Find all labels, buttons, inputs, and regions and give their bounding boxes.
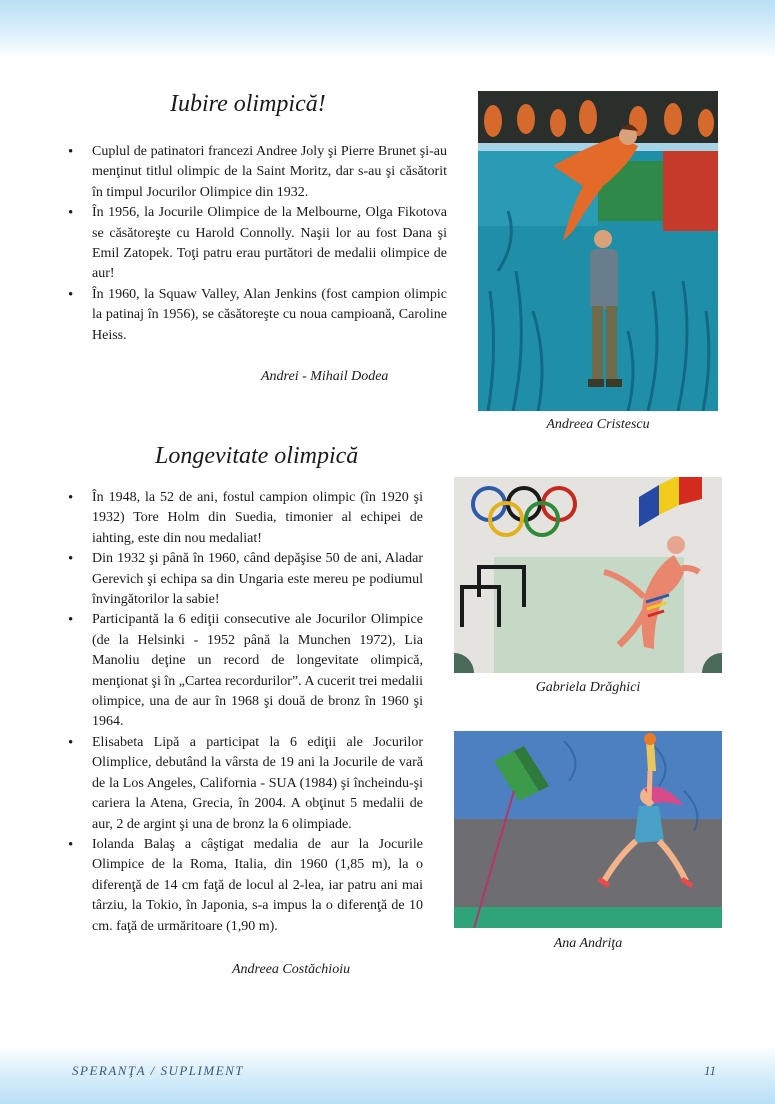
section-title-olympic-longevity: Longevitate olimpică [155, 443, 359, 469]
painting-caption: Andreea Cristescu [546, 417, 650, 432]
list-item: • Iolanda Balaş a câştigat medalia de aur la Jocurile Olimpice de la Roma, Italia, din 1960 (1,85 m), la o diferenţă de 14 cm faţă de locul al 2-lea, iar patru ani mai târziu, la Tokio, în Japonia, s-a impus la o diferenţă de 10 cm. faţă de urmăritoare (1,90 m). [66, 835, 423, 937]
gymnast-olympic-rings-painting [454, 477, 722, 673]
olympic-longevity-list [66, 488, 423, 937]
page-number: 11 [704, 1063, 717, 1078]
olympic-love-list [66, 142, 447, 346]
list-item: • Elisabeta Lipă a participat la 6 ediţii ale Jocurilor Olimplice, debutând la vârsta de 19 ani la Jocurile de vară de la Los Angeles, California - SUA (1984) şi încheindu-şi cariera la Atena, Grecia, în 2004. A obţinut 5 medalii de aur, 2 de argint şi una de bronz la 6 olimpiade. [66, 733, 423, 835]
top-gradient-band [0, 0, 775, 58]
list-item: • În 1948, la 52 de ani, fostul campion olimpic (în 1920 şi 1932) Tore Holm din Suedia, timonier al echipei de iahting, este din nou medaliat! [66, 488, 423, 549]
publication-name: SPERANŢA / SUPLIMENT [72, 1063, 245, 1078]
author-signature: Andreea Costăchioiu [232, 962, 351, 977]
painting-caption: Ana Andriţa [553, 936, 623, 951]
author-signature: Andrei - Mihail Dodea [261, 369, 389, 384]
list-item: • În 1960, la Squaw Valley, Alan Jenkins (fost campion olimpic la patinaj în 1956), se căsătoreşte cu noua campioană, Caroline Heiss. [66, 285, 447, 346]
section-title-olympic-love: Iubire olimpică! [170, 91, 326, 117]
torch-runner-painting [454, 731, 722, 928]
list-item: • Participantă la 6 ediţii consecutive ale Jocurilor Olimpice (de la Helsinki - 1952 până la Munchen 1972), Lia Manoliu deţine un record de longevitate olimpică, menţionat şi în „Cartea recordurilor”. A cucerit trei medalii olimpice, una de aur în 1968 şi două de bronz în 1960 şi 1964. [66, 610, 423, 732]
list-item: • Din 1932 şi până în 1960, când depăşise 50 de ani, Aladar Gerevich şi echipa sa din Ungaria este mereu pe podiumul învingătorilor la sabie! [66, 549, 423, 610]
list-item: • Cuplul de patinatori francezi Andree Joly şi Pierre Brunet şi-au menţinut titlul olimpic de la Saint Moritz, dar s-au şi căsătorit în timpul Jocurilor Olimpice din 1932. [66, 142, 447, 203]
list-item: • În 1956, la Jocurile Olimpice de la Melbourne, Olga Fikotova se căsătoreşte cu Harold Connolly. Naşii lor au fost Dana şi Emil Zatopek. Toţi patru erau purtători de medalii olimpice de aur! [66, 203, 447, 285]
painting-caption: Gabriela Drăghici [535, 680, 641, 695]
skating-pair-painting [478, 91, 718, 411]
